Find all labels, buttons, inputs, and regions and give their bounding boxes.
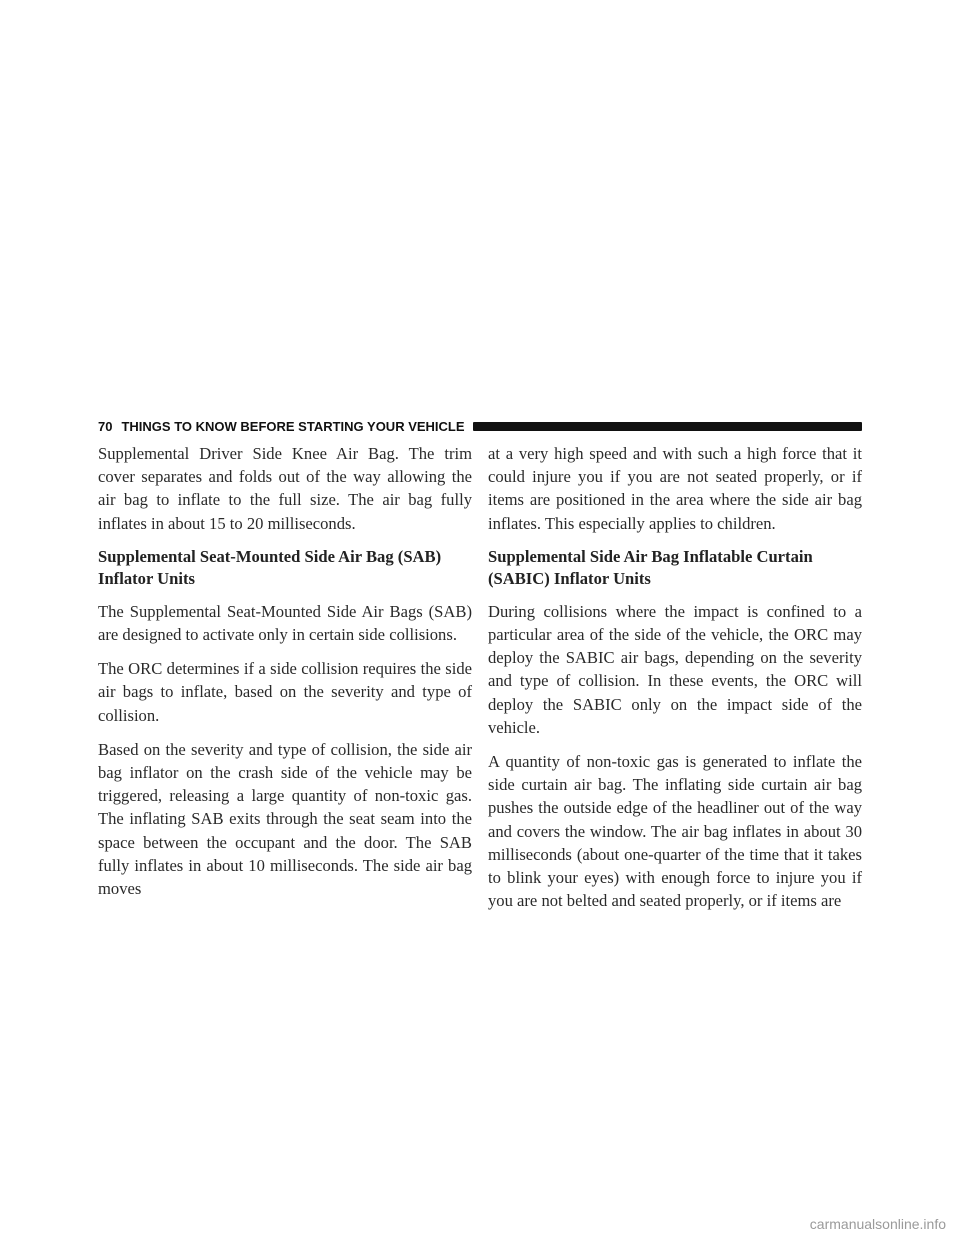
right-column: [488, 442, 862, 923]
watermark-link[interactable]: carmanualsonline.info: [809, 1216, 946, 1232]
paragraph-sab-intro: The Supplemental Seat-Mounted Side Air Bags (SAB) are designed to activate only in certain side collisions.: [98, 601, 472, 645]
heading-sab-inflator: Supplemental Seat-Mounted Side Air Bag (SAB) Inflator Units: [98, 546, 442, 588]
page-number: 70: [98, 418, 113, 434]
header-rule: [473, 422, 862, 431]
page-header: [98, 416, 862, 436]
paragraph-orc-determines: The ORC determines if a side collision requires the side air bags to inflate, based on the severity and type of collision.: [98, 659, 472, 725]
section-title: THINGS TO KNOW BEFORE STARTING YOUR VEHICLE: [121, 418, 465, 434]
paragraph-sabic-gas: A quantity of non-toxic gas is generated to inflate the side curtain air bag. The inflating side curtain air bag pushes the outside edge of the headliner out of the way and covers the window. The air bag inflates in about 30 milliseconds (about one-quarter of the time that it takes to blink your eyes) with enough force to injure you if you are not belted and seated properly, or if items are: [488, 752, 862, 911]
paragraph-sab-inflation: Based on the severity and type of collision, the side air bag inflator on the crash side of the vehicle may be triggered, releasing a large quantity of non-toxic gas. The inflating SAB exits through the seat seam into the space between the occupant and the door. The SAB fully inflates in about 10 milliseconds. The side air bag moves: [98, 739, 472, 899]
heading-sabic-inflator: Supplemental Side Air Bag Inflatable Curtain (SABIC) Inflator Units: [488, 546, 813, 588]
paragraph-sabic-collisions: During collisions where the impact is confined to a particular area of the side of the vehicle, the ORC may deploy the SABIC air bags, depending on the severity and type of collision. In these events, the ORC will deploy the SABIC only on the impact side of the vehicle.: [488, 601, 862, 737]
paragraph-knee-air-bag: Supplemental Driver Side Knee Air Bag. The trim cover separates and folds out of the way allowing the air bag to inflate to the full size. The air bag fully inflates in about 15 to 20 milliseconds.: [98, 444, 472, 533]
left-column: [98, 442, 472, 911]
paragraph-high-speed: at a very high speed and with such a high force that it could injure you if you are not seated properly, or if items are positioned in the area where the side air bag inflates. This especially applies to children.: [488, 444, 862, 533]
